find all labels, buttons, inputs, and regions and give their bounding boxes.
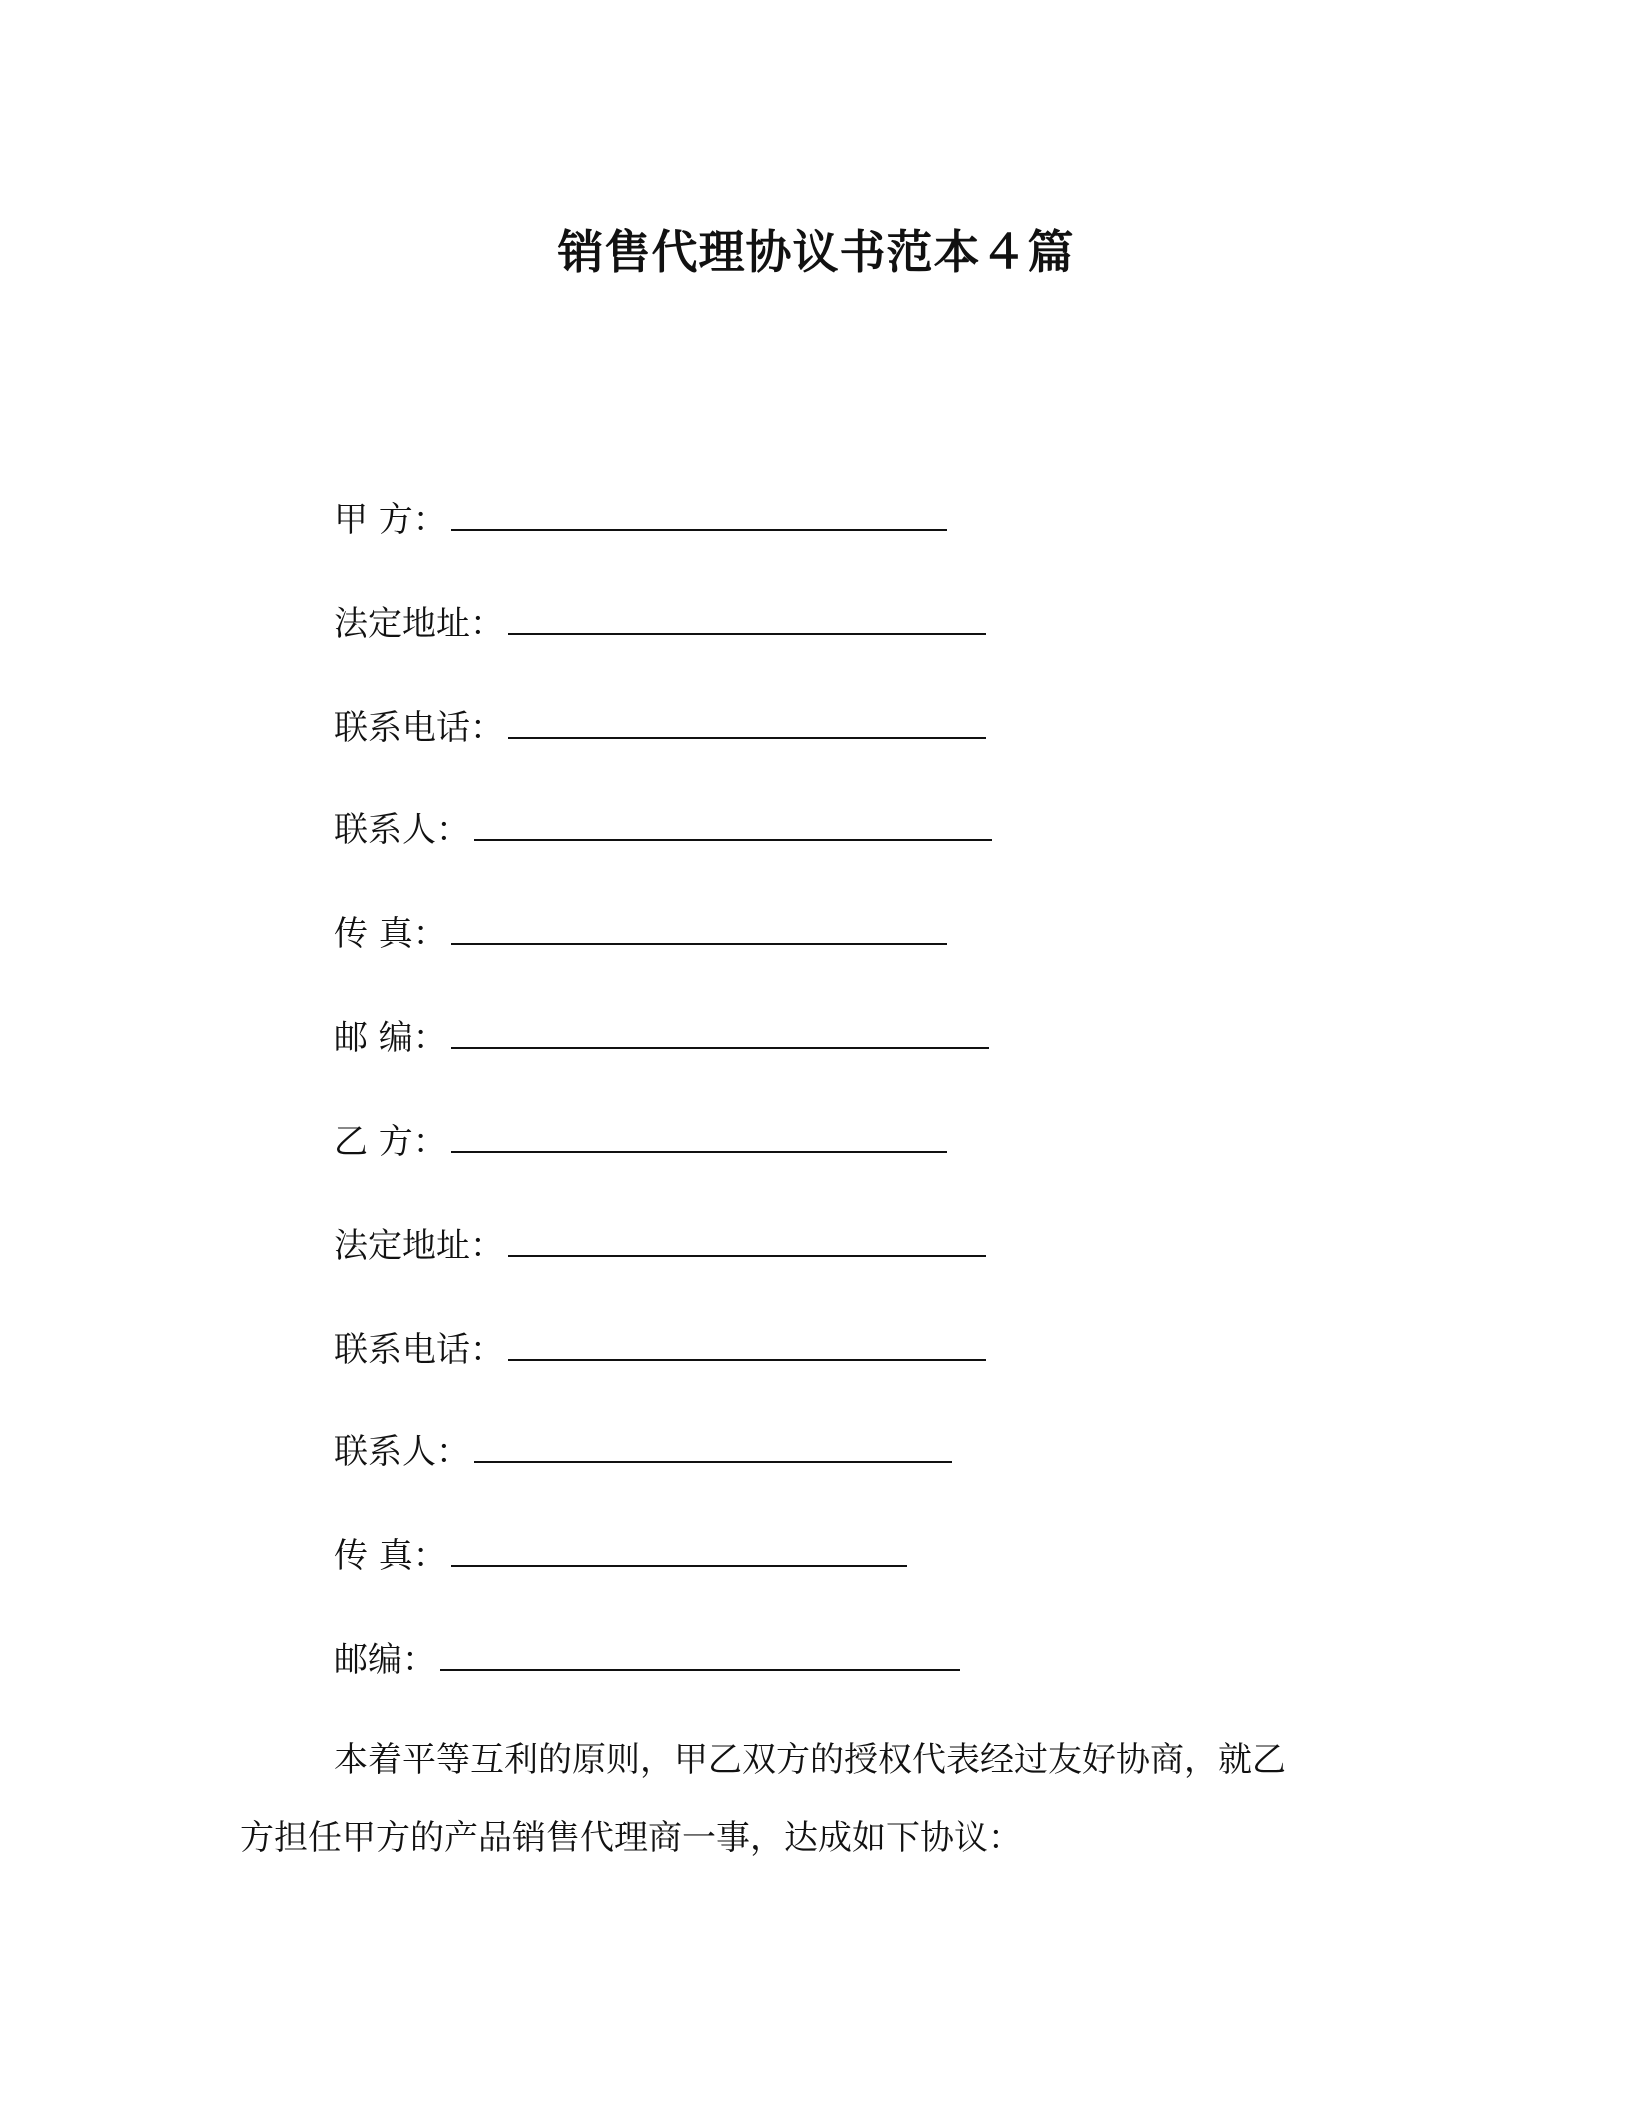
- fill-in-line: [508, 1253, 986, 1257]
- fill-in-line: [474, 837, 992, 841]
- intro-paragraph-line-2: 方担任甲方的产品销售代理商一事，达成如下协议：: [240, 1818, 1022, 1858]
- party-b-name-field: [334, 1118, 947, 1166]
- field-label: 联系电话：: [334, 708, 504, 748]
- field-label: 传 真：: [334, 1536, 447, 1576]
- field-label: 法定地址：: [334, 1226, 504, 1266]
- field-label: 联系电话：: [334, 1330, 504, 1370]
- fill-in-line: [508, 631, 986, 635]
- field-label: 传 真：: [334, 914, 447, 954]
- party-a-address-field: [334, 600, 986, 648]
- party-a-fax-field: [334, 910, 947, 958]
- field-label: 邮 编：: [334, 1018, 447, 1058]
- field-label: 乙 方：: [334, 1122, 447, 1162]
- field-label: 甲 方：: [334, 500, 447, 540]
- party-a-phone-field: [334, 704, 986, 752]
- document-title: 销售代理协议书范本４篇: [557, 225, 1075, 279]
- fill-in-line: [451, 1563, 907, 1567]
- field-label: 法定地址：: [334, 604, 504, 644]
- party-a-contact-field: [334, 806, 992, 854]
- fill-in-line: [508, 1357, 986, 1361]
- field-label: 联系人：: [334, 1432, 470, 1472]
- party-b-contact-field: [334, 1428, 952, 1476]
- fill-in-line: [440, 1667, 960, 1671]
- fill-in-line: [451, 527, 947, 531]
- field-label: 联系人：: [334, 810, 470, 850]
- fill-in-line: [451, 1149, 947, 1153]
- party-a-postcode-field: [334, 1014, 989, 1062]
- field-label: 邮编：: [334, 1640, 436, 1680]
- fill-in-line: [508, 735, 986, 739]
- fill-in-line: [451, 1045, 989, 1049]
- party-b-address-field: [334, 1222, 986, 1270]
- party-b-fax-field: [334, 1532, 907, 1580]
- party-b-phone-field: [334, 1326, 986, 1374]
- fill-in-line: [451, 941, 947, 945]
- intro-paragraph-line-1: 本着平等互利的原则，甲乙双方的授权代表经过友好协商，就乙: [334, 1740, 1286, 1780]
- party-a-name-field: [334, 496, 947, 544]
- fill-in-line: [474, 1459, 952, 1463]
- party-b-postcode-field: [334, 1636, 960, 1684]
